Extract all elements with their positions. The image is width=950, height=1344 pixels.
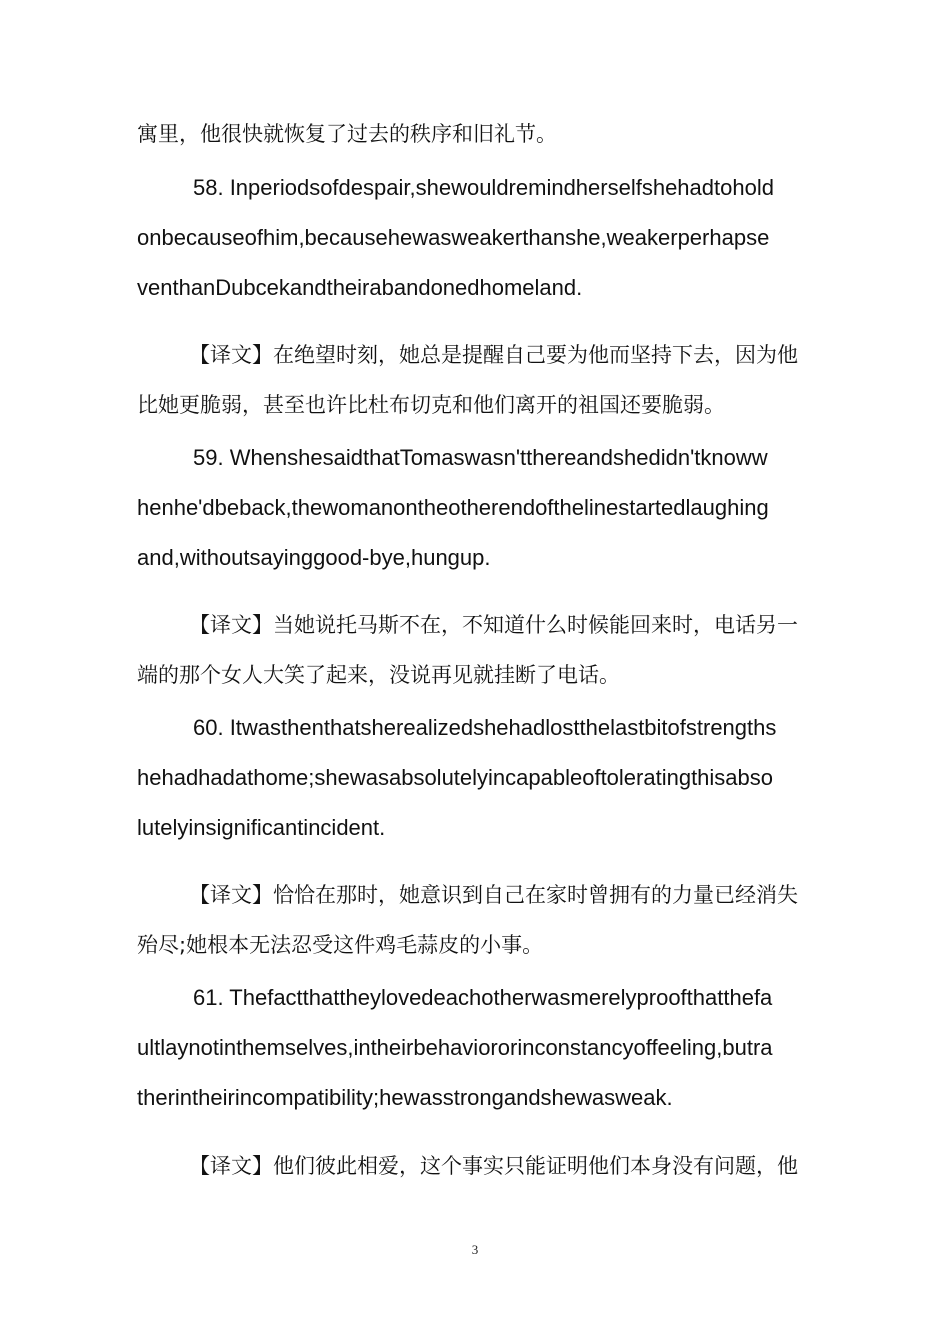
sentence-60-line-3: lutelyinsignificantincident. <box>137 815 386 840</box>
sentence-59-line-2: henhe'dbeback,thewomanontheotherendofthelinestartedlaughing <box>137 495 769 520</box>
translation-60-line-2: 殆尽;她根本无法忍受这件鸡毛蒜皮的小事。 <box>137 933 544 957</box>
sentence-59-line-1: 59. WhenshesaidthatTomaswasn'tthereandshedidn'tknoww <box>193 445 768 470</box>
sentence-58-line-1: 58. Inperiodsofdespair,shewouldremindherselfshehadtohold <box>193 175 774 200</box>
translation-59-line-1: 【译文】当她说托马斯不在，不知道什么时候能回来时，电话另一 <box>189 613 798 637</box>
translation-58-line-2: 比她更脆弱，甚至也许比杜布切克和他们离开的祖国还要脆弱。 <box>137 393 725 417</box>
text-line: 寓里，他很快就恢复了过去的秩序和旧礼节。 <box>137 122 557 146</box>
sentence-59-line-3: and,withoutsayinggood-bye,hungup. <box>137 545 491 570</box>
sentence-58-line-3: venthanDubcekandtheirabandonedhomeland. <box>137 275 583 300</box>
sentence-61-line-2: ultlaynotinthemselves,intheirbehaviororinconstancyoffeeling,butra <box>137 1035 773 1060</box>
sentence-61-line-1: 61. Thefactthattheylovedeachotherwasmerelyproofthatthefa <box>193 985 773 1010</box>
translation-60-line-1: 【译文】恰恰在那时，她意识到自己在家时曾拥有的力量已经消失 <box>189 883 798 907</box>
translation-58-line-1: 【译文】在绝望时刻，她总是提醒自己要为他而坚持下去，因为他 <box>189 343 798 367</box>
page-number: 3 <box>471 1242 479 1257</box>
sentence-61-line-3: therintheirincompatibility;hewasstrongandshewasweak. <box>137 1085 673 1110</box>
translation-61-line-1: 【译文】他们彼此相爱，这个事实只能证明他们本身没有问题，他 <box>189 1154 798 1178</box>
sentence-58-line-2: onbecauseofhim,becausehewasweakerthanshe,weakerperhapse <box>137 225 770 250</box>
sentence-60-line-2: hehadhadathome;shewasabsolutelyincapableoftoleratingthisabso <box>137 765 774 790</box>
translation-59-line-2: 端的那个女人大笑了起来，没说再见就挂断了电话。 <box>137 663 620 687</box>
sentence-60-line-1: 60. Itwasthenthatsherealizedshehadlostthelastbitofstrengths <box>193 715 777 740</box>
